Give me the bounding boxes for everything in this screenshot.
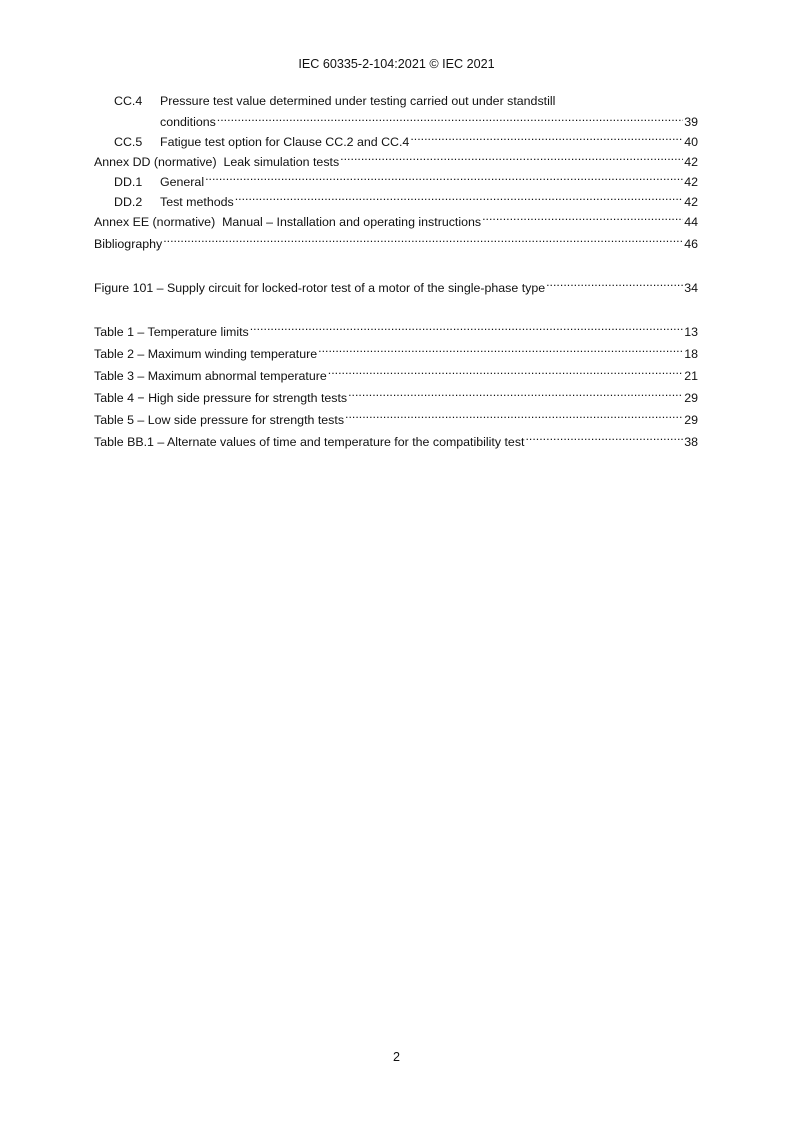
list-of-tables-entry[interactable] [94,316,698,339]
dot-leader [348,382,683,402]
dot-leader [217,108,683,126]
table-entry-title: Table 1 – Temperature limits [94,325,249,339]
figure-entry-title: Figure 101 – Supply circuit for locked-rotor test of a motor of the single-phase type [94,281,546,295]
dot-leader [235,186,684,206]
toc-entry-cc4[interactable] [94,94,698,129]
dot-leader [250,316,683,336]
figure-entry-page: 34 [684,281,698,295]
toc-entry-page: 40 [684,135,698,149]
toc-entry-title: Pressure test value determined under testing carried out under standstill [160,94,556,108]
page-header: IEC 60335-2-104:2021 © IEC 2021 [298,57,495,71]
table-of-contents [94,94,698,449]
page-number: 2 [392,1050,400,1064]
table-entry-title: Table 2 – Maximum winding temperature [94,347,318,361]
dot-leader [345,404,683,424]
toc-entry-number: CC.5 [114,135,143,149]
toc-entry-page: 44 [684,215,698,229]
toc-entry-page: 42 [684,175,698,189]
table-entry-page: 18 [684,347,698,361]
toc-entry-title: Bibliography [94,237,163,251]
toc-entry-title: Annex EE (normative) Manual – Installation and operating instructions [94,215,482,229]
toc-entry-title-cont: conditions [160,115,216,129]
toc-entry-number: DD.2 [114,195,143,209]
dot-leader [205,166,683,186]
dot-leader [410,126,683,146]
toc-entry-title: General [160,175,205,189]
dot-leader [546,272,683,292]
table-entry-title: Table 5 – Low side pressure for strength tests [94,413,345,427]
dot-leader [482,206,683,226]
dot-leader [525,426,683,446]
table-entry-page: 13 [684,325,698,339]
toc-entry-number: DD.1 [114,175,143,189]
table-entry-title: Table BB.1 – Alternate values of time and temperature for the compatibility test [94,435,525,449]
table-entry-title: Table 3 – Maximum abnormal temperature [94,369,327,383]
toc-entry-title: Fatigue test option for Clause CC.2 and CC.4 [160,135,410,149]
toc-entry-page: 46 [684,237,698,251]
toc-entry-page: 42 [684,155,698,169]
dot-leader [340,146,683,166]
table-entry-page: 21 [684,369,698,383]
dot-leader [318,338,683,358]
table-entry-page: 29 [684,391,698,405]
toc-entry-title: Annex DD (normative) Leak simulation tests [94,155,340,169]
dot-leader [328,360,683,380]
toc-entry-bibliography[interactable] [94,228,698,251]
table-entry-page: 29 [684,413,698,427]
section-gap [94,248,698,272]
toc-entry-title: Test methods [160,195,234,209]
table-entry-page: 38 [684,435,698,449]
table-entry-title: Table 4 − High side pressure for strength tests [94,391,348,405]
list-of-figures-entry[interactable] [94,272,698,295]
dot-leader [163,228,683,248]
toc-entry-page: 39 [684,115,698,129]
toc-entry-page: 42 [684,195,698,209]
toc-entry-number: CC.4 [114,94,143,108]
